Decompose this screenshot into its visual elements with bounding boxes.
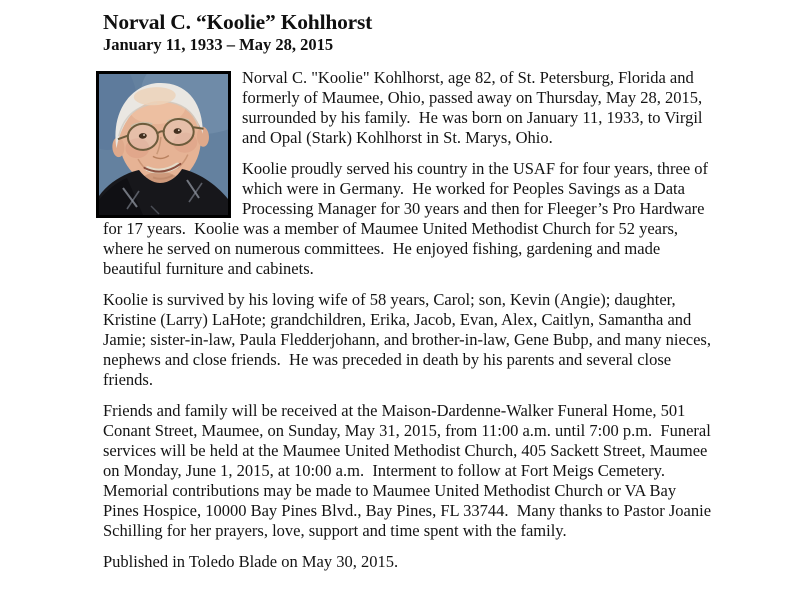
obituary-paragraph-intro: Norval C. "Koolie" Kohlhorst, age 82, of St. Petersburg, Florida and formerly of Maumee, Ohio, passed away on Thursday, May 28, 2015, surrounded by his family. He was born on January 11, 1933, to Virgil and Opal (Stark) Kohlhorst in St. Marys, Ohio. <box>242 68 707 147</box>
obituary-paragraph-life: Koolie proudly served his country in the USAF for four years, three of which were in Germany. He worked for Peoples Savings as a Data Processing Manager for 30 years and then for Fleeger’s Pro Hardware for 17 years. Koolie was a member of Maumee United Methodist Church for 52 years, where he served on numerous committees. He enjoyed fishing, gardening and made beautiful furniture and cabinets. <box>103 159 713 278</box>
obituary-paragraph-services: Friends and family will be received at the Maison-Dardenne-Walker Funeral Home, 501 Conant Street, Maumee, on Sunday, May 31, 2015, from 11:00 a.m. until 7:00 p.m. Funeral services will be held at the Maumee United Methodist Church, 405 Sackett Street, Maumee on Monday, June 1, 2015, at 10:00 a.m. Interment to follow at Fort Meigs Cemetery. Memorial contributions may be made to Maumee United Methodist Church or VA Bay Pines Hospice, 10000 Bay Pines Blvd., Bay Pines, FL 33744. Many thanks to Pastor Joanie Schilling for her prayers, love, support and time spent with the family. <box>103 401 716 540</box>
obituary-body <box>103 68 716 572</box>
obituary-paragraph-survivors: Koolie is survived by his loving wife of 58 years, Carol; son, Kevin (Angie); daughter, Kristine (Larry) LaHote; grandchildren, Erika, Jacob, Evan, Alex, Caitlyn, Samantha and Jamie; sister-in-law, Paula Fledderjohann, and brother-in-law, Gene Bubp, and many nieces, nephews and close friends. He was preceded in death by his parents and several close friends. <box>103 290 716 389</box>
obituary-date-range: January 11, 1933 – May 28, 2015 <box>103 35 334 54</box>
portrait-photo <box>96 71 231 218</box>
obituary-header <box>103 9 712 55</box>
published-note: Published in Toledo Blade on May 30, 2015. <box>103 552 399 571</box>
portrait-illustration <box>99 74 228 215</box>
obituary-title: Norval C. “Koolie” Kohlhorst <box>103 10 373 34</box>
